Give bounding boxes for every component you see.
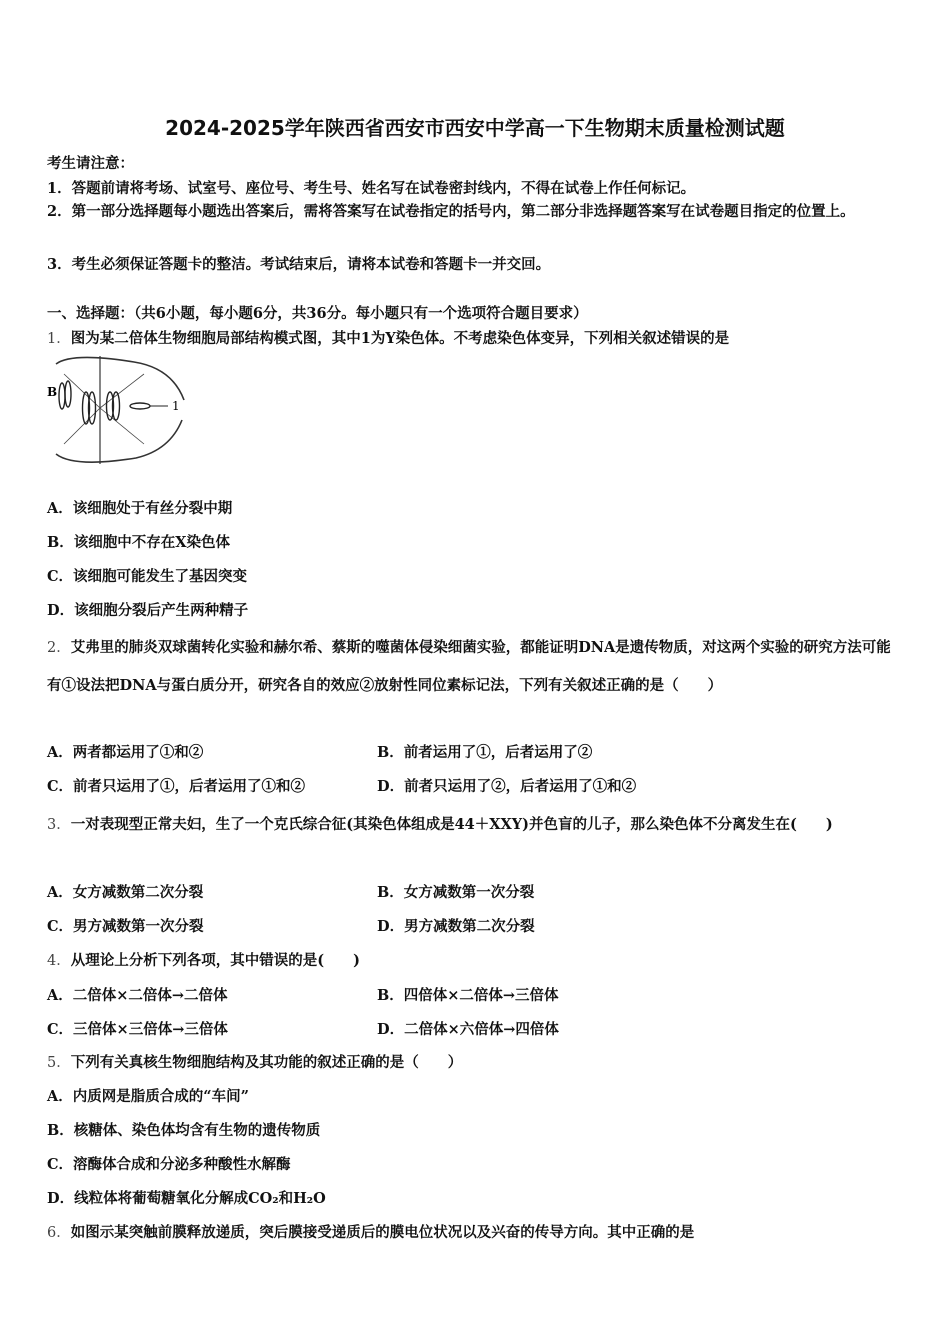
option-c: C．该细胞可能发生了基因突变 (47, 568, 248, 585)
question-number: 5． (47, 1055, 71, 1071)
section-heading: 一、选择题：（共6小题，每小题6分，共36分。每小题只有一个选项符合题目要求） (47, 305, 588, 322)
option-b: B．女方减数第一次分裂 (377, 884, 535, 901)
option-a: A．该细胞处于有丝分裂中期 (47, 500, 233, 517)
option-a: A．女方减数第二次分裂 (47, 884, 204, 901)
label-1: 1 (172, 399, 180, 413)
option-c: C．溶酶体合成和分泌多种酸性水解酶 (47, 1156, 291, 1173)
chromosome-y (130, 403, 150, 409)
notice-item: 1．答题前请将考场、试室号、座位号、考生号、姓名写在试卷密封线内，不得在试卷上作任何标记。 (47, 180, 696, 197)
question-number: 6． (47, 1225, 71, 1241)
question-stem: 5．下列有关真核生物细胞结构及其功能的叙述正确的是（ ） (47, 1054, 463, 1071)
notice-item: 2．第一部分选择题每小题选出答案后，需将答案写在试卷指定的括号内，第二部分非选择题答案写在试卷题目指定的位置上。 (47, 203, 855, 220)
option-d: D．二倍体×六倍体→四倍体 (377, 1021, 559, 1038)
option-d: D．男方减数第二次分裂 (377, 918, 535, 935)
option-a: A．两者都运用了①和② (47, 744, 204, 761)
question-number: 1． (47, 331, 71, 347)
question-number: 2． (47, 640, 71, 656)
question-stem: 3．一对表现型正常夫妇，生了一个克氏综合征(其染色体组成是44＋XXY)并色盲的儿子，那么染色体不分离发生在( ) (47, 816, 833, 833)
question-number: 3． (47, 817, 71, 833)
option-d: D．线粒体将葡萄糖氧化分解成CO₂和H₂O (47, 1190, 326, 1207)
option-d: D．该细胞分裂后产生两种精子 (47, 602, 249, 619)
option-c: C．前者只运用了①，后者运用了①和② (47, 778, 306, 795)
notice-item: 3．考生必须保证答题卡的整洁。考试结束后，请将本试卷和答题卡一并交回。 (47, 256, 551, 273)
spindle-arc (56, 357, 184, 400)
question-number: 4． (47, 953, 71, 969)
option-c: C．三倍体×三倍体→三倍体 (47, 1021, 228, 1038)
page-title: 2024-2025学年陕西省西安市西安中学高一下生物期末质量检测试题 (165, 116, 785, 140)
notice-header: 考生请注意： (47, 155, 134, 172)
question-stem: 2．艾弗里的肺炎双球菌转化实验和赫尔希、蔡斯的噬菌体侵染细菌实验，都能证明DNA是遗传物质，对这两个实验的研究方法可能有①设法把DNA与蛋白质分开，研究各自的效应②放射性同位素标记法，下列有关叙述正确的是（ ） (47, 639, 891, 694)
spindle-arc (56, 420, 182, 462)
option-c: C．男方减数第一次分裂 (47, 918, 204, 935)
option-b: B．该细胞中不存在X染色体 (47, 534, 231, 551)
option-d: D．前者只运用了②，后者运用了①和② (377, 778, 637, 795)
cell-diagram (44, 354, 194, 466)
question-stem: 1．图为某二倍体生物细胞局部结构模式图，其中1为Y染色体。不考虑染色体变异，下列相关叙述错误的是 (47, 330, 730, 347)
chromosome (59, 383, 65, 409)
option-a: A．二倍体×二倍体→二倍体 (47, 987, 228, 1004)
label-b: B (47, 385, 58, 399)
option-b: B．核糖体、染色体均含有生物的遗传物质 (47, 1122, 321, 1139)
option-b: B．前者运用了①，后者运用了② (377, 744, 593, 761)
question-stem: 6．如图示某突触前膜释放递质，突后膜接受递质后的膜电位状况以及兴奋的传导方向。其中正确的是 (47, 1224, 695, 1241)
option-b: B．四倍体×二倍体→三倍体 (377, 987, 559, 1004)
option-a: A．内质网是脂质合成的“车间” (47, 1088, 249, 1105)
chromosome (65, 381, 71, 407)
question-stem: 4．从理论上分析下列各项，其中错误的是( ) (47, 952, 360, 969)
